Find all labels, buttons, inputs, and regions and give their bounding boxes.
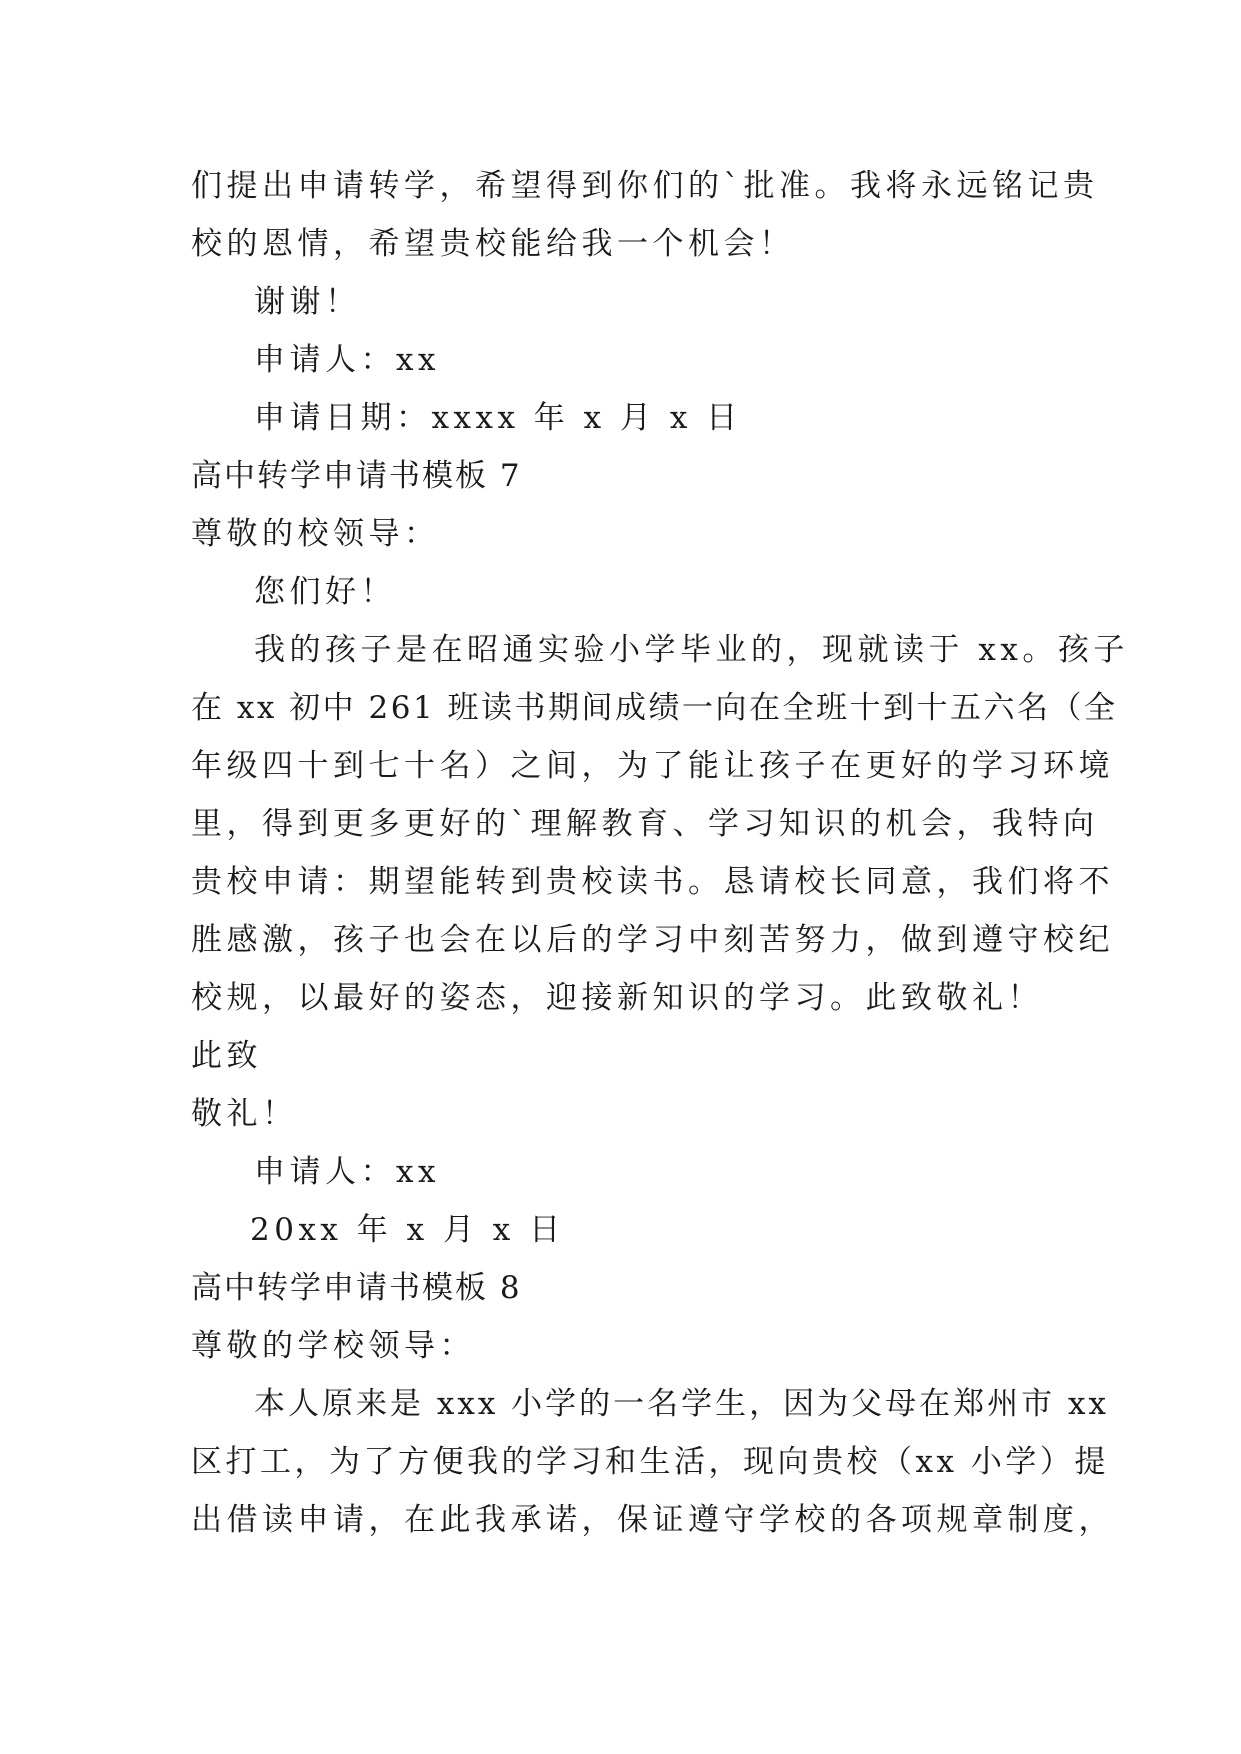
- paragraph-line: 们提出申请转学，希望得到你们的`批准。我将永远铭记贵: [191, 168, 1099, 204]
- thanks-line: 谢谢！: [254, 284, 361, 320]
- paragraph-line: 校的恩情，希望贵校能给我一个机会！: [191, 226, 795, 262]
- closing-line: 敬礼！: [191, 1096, 298, 1132]
- paragraph-line: 胜感激，孩子也会在以后的学习中刻苦努力，做到遵守校纪: [191, 922, 1114, 958]
- paragraph-line: 出借读申请，在此我承诺，保证遵守学校的各项规章制度，: [191, 1502, 1114, 1538]
- paragraph-line: 区打工，为了方便我的学习和生活，现向贵校（xx 小学）提: [191, 1444, 1109, 1480]
- paragraph-line: 年级四十到七十名）之间，为了能让孩子在更好的学习环境: [191, 748, 1114, 784]
- section-heading: 高中转学申请书模板 7: [191, 458, 522, 494]
- date-line: 申请日期：xxxx 年 x 月 x 日: [254, 400, 742, 436]
- applicant-line: 申请人：xx: [254, 1154, 440, 1190]
- closing-line: 此致: [191, 1038, 262, 1074]
- paragraph-line: 里，得到更多更好的`理解教育、学习知识的机会，我特向: [191, 806, 1099, 842]
- applicant-line: 申请人：xx: [254, 342, 440, 378]
- section-heading: 高中转学申请书模板 8: [191, 1270, 522, 1306]
- date-line: 20xx 年 x 月 x 日: [250, 1212, 565, 1248]
- salutation-line: 尊敬的校领导：: [191, 516, 440, 552]
- paragraph-line: 本人原来是 xxx 小学的一名学生，因为父母在郑州市 xx: [254, 1386, 1109, 1422]
- paragraph-line: 校规，以最好的姿态，迎接新知识的学习。此致敬礼！: [191, 980, 1043, 1016]
- paragraph-line: 贵校申请：期望能转到贵校读书。恳请校长同意，我们将不: [191, 864, 1114, 900]
- paragraph-line: 在 xx 初中 261 班读书期间成绩一向在全班十到十五六名（全: [191, 690, 1118, 726]
- paragraph-line: 我的孩子是在昭通实验小学毕业的，现就读于 xx。孩子: [254, 632, 1129, 668]
- salutation-line: 尊敬的学校领导：: [191, 1328, 475, 1364]
- greeting-line: 您们好！: [254, 574, 396, 610]
